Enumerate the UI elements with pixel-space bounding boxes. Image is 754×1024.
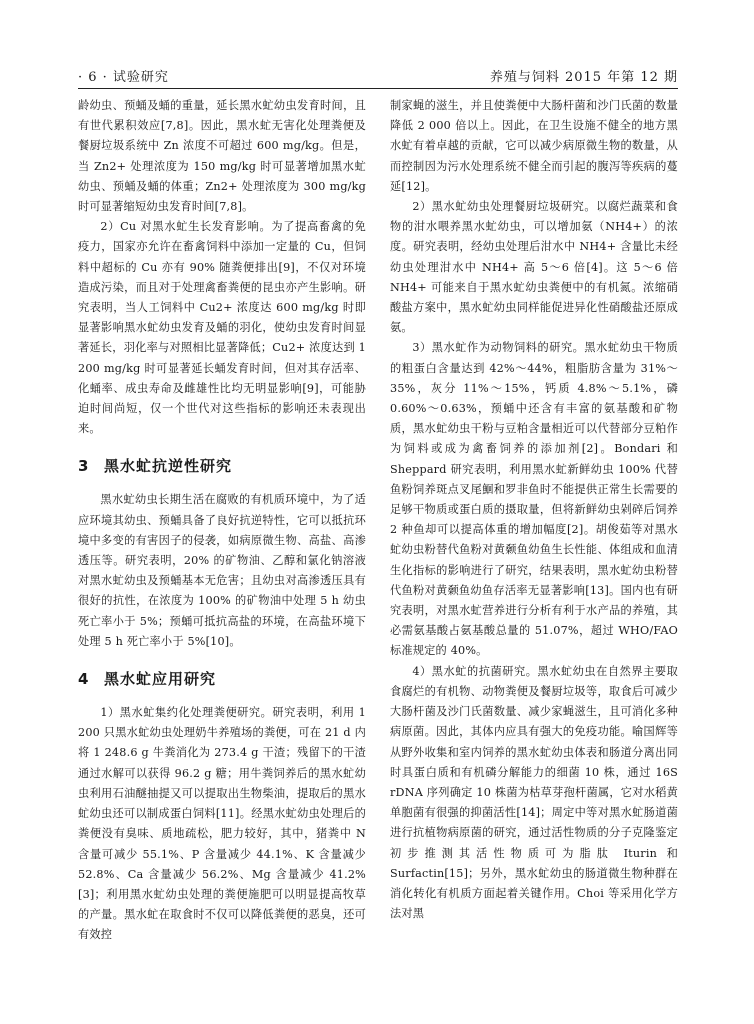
section-number: 4 [78, 670, 90, 689]
paragraph: 4）黑水虻的抗菌研究。黑水虻幼虫在自然界主要取食腐烂的有机物、动物粪便及餐厨垃圾等，取食后可减少大肠杆菌及沙门氏菌数量、减少家蝇滋生，且可消化多种病原菌。因此，其体内应具有强大的免疫功能。喻国辉等从野外收集和室内饲养的黑水虻幼虫体表和肠道分离出同时具蛋白质和有机磷分解能力的细菌 10 株，通过 16S rDNA 序列确定 10 株菌为枯草芽孢杆菌属，它对水稻黄单胞菌有很强的抑菌活性[14]；周定中等对黑水虻肠道菌进行抗植物病原菌的研究，通过活性物质的分子克隆鉴定初步推测其活性物质可为脂肽 Iturin 和 Surfactin[15]；另外，黑水虻幼虫的肠道微生物种群在消化转化有机质方面起着关键作用。Choi 等采用化学方法对黑 [390, 664, 678, 921]
paragraph: 黑水虻幼虫长期生活在腐败的有机质环境中，为了适应环境其幼虫、预蛹具备了良好抗逆特性，它可以抵抗环境中多变的有害因子的侵袭，如病原微生物、高盐、高渗透压等。研究表明，20% 的矿物油、乙醇和氯化钠溶液对黑水虻幼虫及预蛹基本无危害；且幼虫对高渗透压具有很好的抗性，在浓度为 100% 的矿物油中处理 5 h 幼虫死亡率小于 5%；预蛹可抵抗高盐的环境，在高盐环境下处理 5 h 死亡率小于 5%[10]。 [78, 493, 366, 648]
left-column [78, 96, 366, 946]
header-section-label: · 6 · 试验研究 [78, 70, 169, 85]
page-header [78, 62, 678, 89]
right-column [390, 96, 678, 924]
section-heading-4 [78, 668, 366, 689]
paragraph: 龄幼虫、预蛹及蛹的重量，延长黑水虻幼虫发育时间，且有世代累积效应[7,8]。因此，黑水虻无害化处理粪便及餐厨垃圾系统中 Zn 浓度不可超过 600 mg/kg。但是，当 Zn2+ 处理浓度为 150 mg/kg 时可显著增加黑水虻幼虫、预蛹及蛹的体重；Zn2+ 处理浓度为 300 mg/kg 时可显著缩短幼虫发育时间[7,8]。 [78, 99, 366, 214]
section-title: 黑水虻应用研究 [104, 670, 217, 689]
paragraph: 2）黑水虻幼虫处理餐厨垃圾研究。以腐烂蔬菜和食物的泔水喂养黑水虻幼虫，可以增加氨（NH4+）的浓度。研究表明，经幼虫处理后泔水中 NH4+ 含量比未经幼虫处理泔水中 NH4+ 高 5～6 倍[4]。这 5～6 倍 NH4+ 可能来自于黑水虻幼虫粪便中的有机氮。浓缩硝酸盐方案中，黑水虻幼虫同样能促进异化性硝酸盐还原成氨。 [390, 200, 678, 335]
paragraph: 制家蝇的滋生，并且使粪便中大肠杆菌和沙门氏菌的数量降低 2 000 倍以上。因此，在卫生设施不健全的地方黑水虻有着卓越的贡献，它可以减少病原微生物的数量，从而控制因为污水处理系统不健全而引起的腹泻等疾病的蔓延[12]。 [390, 99, 678, 193]
section-title: 黑水虻抗逆性研究 [104, 457, 233, 476]
paragraph: 2）Cu 对黑水虻生长发育影响。为了提高畜禽的免疫力，国家亦允许在畜禽饲料中添加一定量的 Cu，但饲料中超标的 Cu 亦有 90% 随粪便排出[9]，不仅对环境造成污染，而且对于处理禽畜粪便的昆虫亦产生影响。研究表明，当人工饲料中 Cu2+ 浓度达 600 mg/kg 时即显著影响黑水虻幼虫发育及蛹的羽化，使幼虫发育时间显著延长，羽化率与对照相比显著降低；Cu2+ 浓度达到 1 200 mg/kg 时可显著延长蛹发育时间，但对其存活率、化蛹率、成虫寿命及雌雄性比均无明显影响[9]，可能胁迫时间尚短，仅一个世代对这些指标的影响还未表现出来。 [78, 220, 366, 436]
section-number: 3 [78, 457, 90, 476]
section-heading-3 [78, 455, 366, 476]
paragraph: 1）黑水虻集约化处理粪便研究。研究表明，利用 1 200 只黑水虻幼虫处理奶牛养殖场的粪便，可在 21 d 内将 1 248.6 g 牛粪消化为 273.4 g 干渣；残留下的干渣通过水解可以获得 96.2 g 糖；用牛粪饲养后的黑水虻幼虫利用石油醚抽提又可以提取出生物柴油，提取后的黑水虻幼虫还可以制成蛋白饲料[11]。经黑水虻幼虫处理后的粪便没有臭味、质地疏松，肥力较好，其中，猪粪中 N 含量可减少 55.1%、P 含量减少 44.1%、K 含量减少 52.8%、Ca 含量减少 56.2%、Mg 含量减少 41.2%[3]；利用黑水虻幼虫处理的粪便施肥可以明显提高牧草的产量。黑水虻在取食时不仅可以降低粪便的恶臭，还可有效控 [78, 706, 366, 942]
paragraph: 3）黑水虻作为动物饲料的研究。黑水虻幼虫干物质的粗蛋白含量达到 42%～44%，粗脂肪含量为 31%～35%，灰分 11%～15%，钙质 4.8%～5.1%，磷 0.60%～0.63%，预蛹中还含有丰富的氨基酸和矿物质，黑水虻幼虫干粉与豆粕含量相近可以代替部分豆粕作为饲料或成为禽畜饲养的添加剂[2]。Bondari 和 Sheppard 研究表明，利用黑水虻新鲜幼虫 100% 代替鱼粉饲养斑点叉尾鮰和罗非鱼时不能提供正常生长需要的足够干物质或蛋白质的摄取量，但将新鲜幼虫剁碎后饲养 2 种鱼却可以提高体重的增加幅度[2]。胡俊茹等对黑水虻幼虫粉替代鱼粉对黄颡鱼幼鱼生长性能、体组成和血清生化指标的影响进行了研究，结果表明，黑水虻幼虫粉替代鱼粉对黄颡鱼幼鱼存活率无显著影响[13]。国内也有研究表明，对黑水虻营养进行分析有利于水产品的养殖，其必需氨基酸占氨基酸总量的 51.07%，超过 WHO/FAO 标准规定的 40%。 [390, 341, 678, 658]
header-journal-issue: 养殖与饲料 2015 年第 12 期 [489, 70, 678, 85]
